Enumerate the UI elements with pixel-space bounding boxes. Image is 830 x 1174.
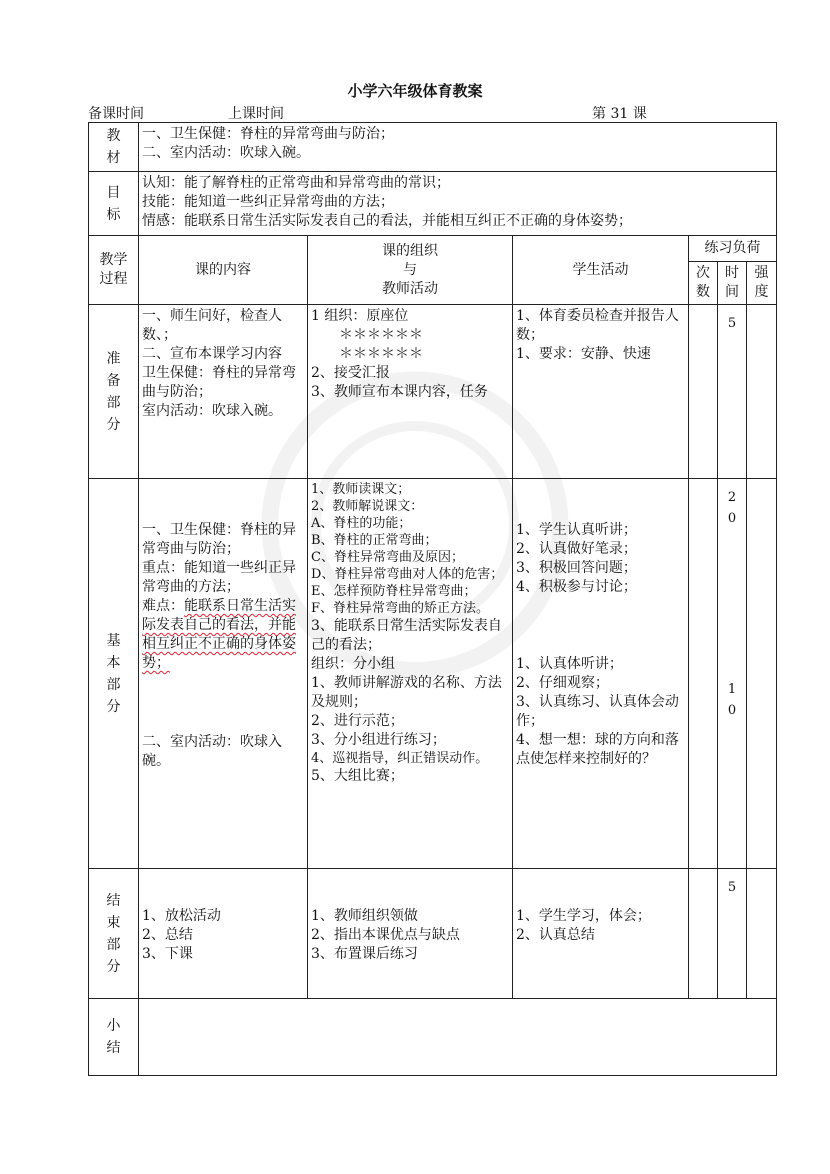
prep-time-label: 备课时间: [88, 106, 144, 122]
end-section-row: [89, 869, 777, 999]
summary-content[interactable]: [139, 999, 777, 1076]
header-row: [89, 236, 777, 262]
prep-time-field: [88, 103, 211, 123]
prep-org: 1 组织：原座位 ＊＊＊＊＊＊ ＊＊＊＊＊＊ 2、接受汇报 3、教师宣布本课内容，任务: [308, 305, 513, 479]
basic-section-row: [89, 479, 777, 869]
basic-student: 1、学生认真听讲； 2、认真做好笔录； 3、积极回答问题； 4、积极参与讨论； 1、认真体听讲； 2、仔细观察； 3、认真练习、认真体会动作； 4、想一想：球的方向和落点使怎样来控制好的？: [513, 479, 689, 869]
basic-org: 1、教师读课文； 2、教师解说课文： A、脊柱的功能； B、脊柱的正常弯曲； C、脊柱异常弯曲及原因； D、脊柱异常弯曲对人体的危害； E、怎样预防脊柱异常弯曲； F、脊柱异常弯曲的矫正方法。 3、能联系日常生活实际发表自己的看法； 组织：分小组 1、教师讲解游戏的名称、方法及规则； 2、进行示范； 3、分小组进行练习； 4、巡视指导，纠正错误动作。 5、大组比赛；: [308, 479, 513, 869]
basic-content: 一、卫生保健：脊柱的异常弯曲与防治； 重点：能知道一些纠正异常弯曲的方法； 难点：能联系日常生活实际发表自己的看法，并能相互纠正不正确的身体姿势； 二、室内活动：吹球入碗。: [139, 479, 308, 869]
header-org: 课的组织 与 教师活动: [308, 236, 513, 305]
end-times: [689, 869, 718, 999]
goals-row: [89, 172, 777, 236]
prep-time-blank[interactable]: [144, 108, 211, 123]
class-time-blank[interactable]: [284, 108, 389, 123]
lesson-plan-table: [88, 122, 777, 1076]
basic-times: [689, 479, 718, 869]
summary-label: 小 结: [89, 999, 139, 1076]
class-time-label: 上课时间: [228, 106, 284, 122]
header-process: 教学 过程: [89, 236, 139, 305]
header-intensity: 强 度: [747, 262, 777, 305]
prep-times: [689, 305, 718, 479]
difficulty-underlined-text: 能联系日常生活实际发表自己的看法，并能相互纠正不正确的身体姿势；: [142, 598, 296, 671]
header-student: 学生活动: [513, 236, 689, 305]
header-load: 练习负荷: [689, 236, 777, 262]
page-title: 小学六年级体育教案: [347, 82, 483, 100]
end-student: 1、学生学习，体会； 2、认真总结: [513, 869, 689, 999]
prep-section-row: [89, 305, 777, 479]
prep-student: 1、体育委员检查并报告人数； 1、要求：安静、快速: [513, 305, 689, 479]
prep-time-value: 5: [718, 305, 747, 479]
header-duration: 时 间: [718, 262, 747, 305]
end-intensity: [747, 869, 777, 999]
goals-label: 目 标: [89, 172, 139, 236]
basic-label: 基 本 部 分: [89, 479, 139, 869]
header-times: 次 数: [689, 262, 718, 305]
header-content: 课的内容: [139, 236, 308, 305]
material-label: 教 材: [89, 123, 139, 172]
prep-intensity: [747, 305, 777, 479]
material-row: [89, 123, 777, 172]
summary-row: [89, 999, 777, 1076]
formation-stars-row: ＊＊＊＊＊＊: [339, 346, 423, 362]
end-time-value: 5: [718, 869, 747, 999]
basic-intensity: [747, 479, 777, 869]
end-label: 结 束 部 分: [89, 869, 139, 999]
prep-content: 一、师生问好，检查人数、； 二、宣布本课学习内容 卫生保健：脊柱的异常弯曲与防治； 室内活动：吹球入碗。: [139, 305, 308, 479]
material-content: 一、卫生保健：脊柱的异常弯曲与防治； 二、室内活动：吹球入碗。: [139, 123, 777, 172]
lesson-number: 第 31 课: [592, 106, 647, 122]
end-org: 1、教师组织领做 2、指出本课优点与缺点 3、布置课后练习: [308, 869, 513, 999]
end-content: 1、放松活动 2、总结 3、下课: [139, 869, 308, 999]
prep-label: 准 备 部 分: [89, 305, 139, 479]
goals-content: 认知：能了解脊柱的正常弯曲和异常弯曲的常识； 技能：能知道一些纠正异常弯曲的方法； 情感：能联系日常生活实际发表自己的看法，并能相互纠正不正确的身体姿势；: [139, 172, 777, 236]
class-time-field: [228, 103, 389, 123]
basic-time-values: 2 0 1 0: [718, 479, 747, 869]
formation-stars-row: ＊＊＊＊＊＊: [339, 327, 423, 343]
